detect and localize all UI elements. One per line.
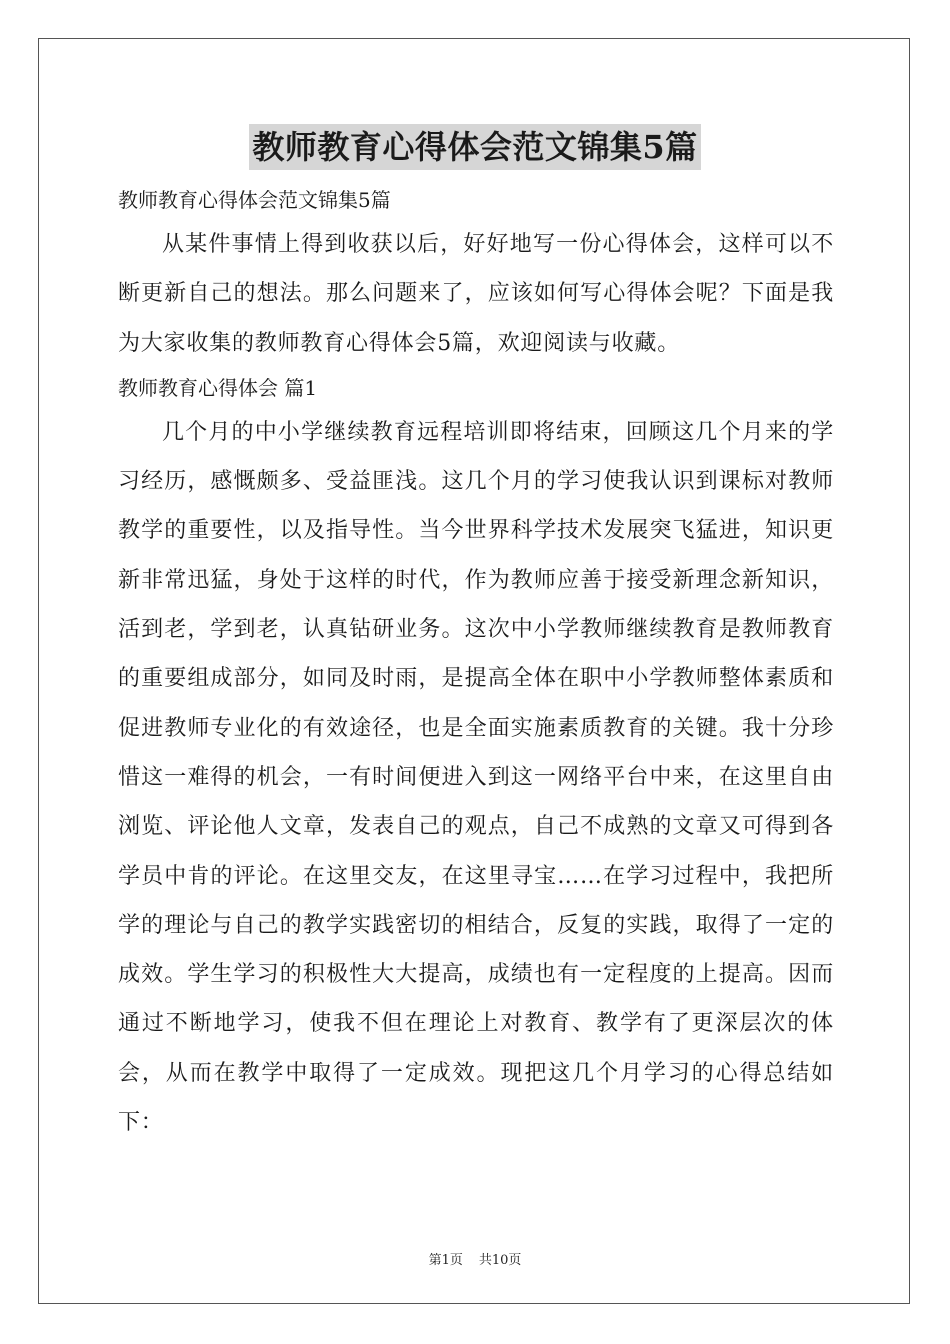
page-total: 共10页: [478, 1253, 522, 1268]
document-body: [118, 180, 834, 1147]
document-title: 教师教育心得体会范文锦集5篇: [249, 124, 700, 170]
body-paragraph: 几个月的中小学继续教育远程培训即将结束，回顾这几个月来的学习经历，感慨颇多、受益匪浅。这几个月的学习使我认识到课标对教师教学的重要性，以及指导性。当今世界科学技术发展突飞猛进，知识更新非常迅猛，身处于这样的时代，作为教师应善于接受新理念新知识，活到老，学到老，认真钻研业务。这次中小学教师继续教育是教师教育的重要组成部分，如同及时雨，是提高全体在职中小学教师整体素质和促进教师专业化的有效途径，也是全面实施素质教育的关键。我十分珍惜这一难得的机会，一有时间便进入到这一网络平台中来，在这里自由浏览、评论他人文章，发表自己的观点，自己不成熟的文章又可得到各学员中肯的评论。在这里交友，在这里寻宝……在学习过程中，我把所学的理论与自己的教学实践密切的相结合，反复的实践，取得了一定的成效。学生学习的积极性大大提高，成绩也有一定程度的上提高。因而通过不断地学习，使我不但在理论上对教育、教学有了更深层次的体会，从而在教学中取得了一定成效。现把这几个月学习的心得总结如下：: [118, 419, 834, 1136]
page-number: 第1页: [428, 1253, 463, 1268]
page-footer: [0, 1249, 950, 1268]
title-block: [0, 124, 950, 170]
section-heading: 教师教育心得体会 篇1: [118, 375, 318, 400]
document-subtitle: 教师教育心得体会范文锦集5篇: [118, 188, 391, 212]
intro-paragraph: 从某件事情上得到收获以后，好好地写一份心得体会，这样可以不断更新自己的想法。那么问题来了，应该如何写心得体会呢？下面是我为大家收集的教师教育心得体会5篇，欢迎阅读与收藏。: [118, 232, 834, 356]
